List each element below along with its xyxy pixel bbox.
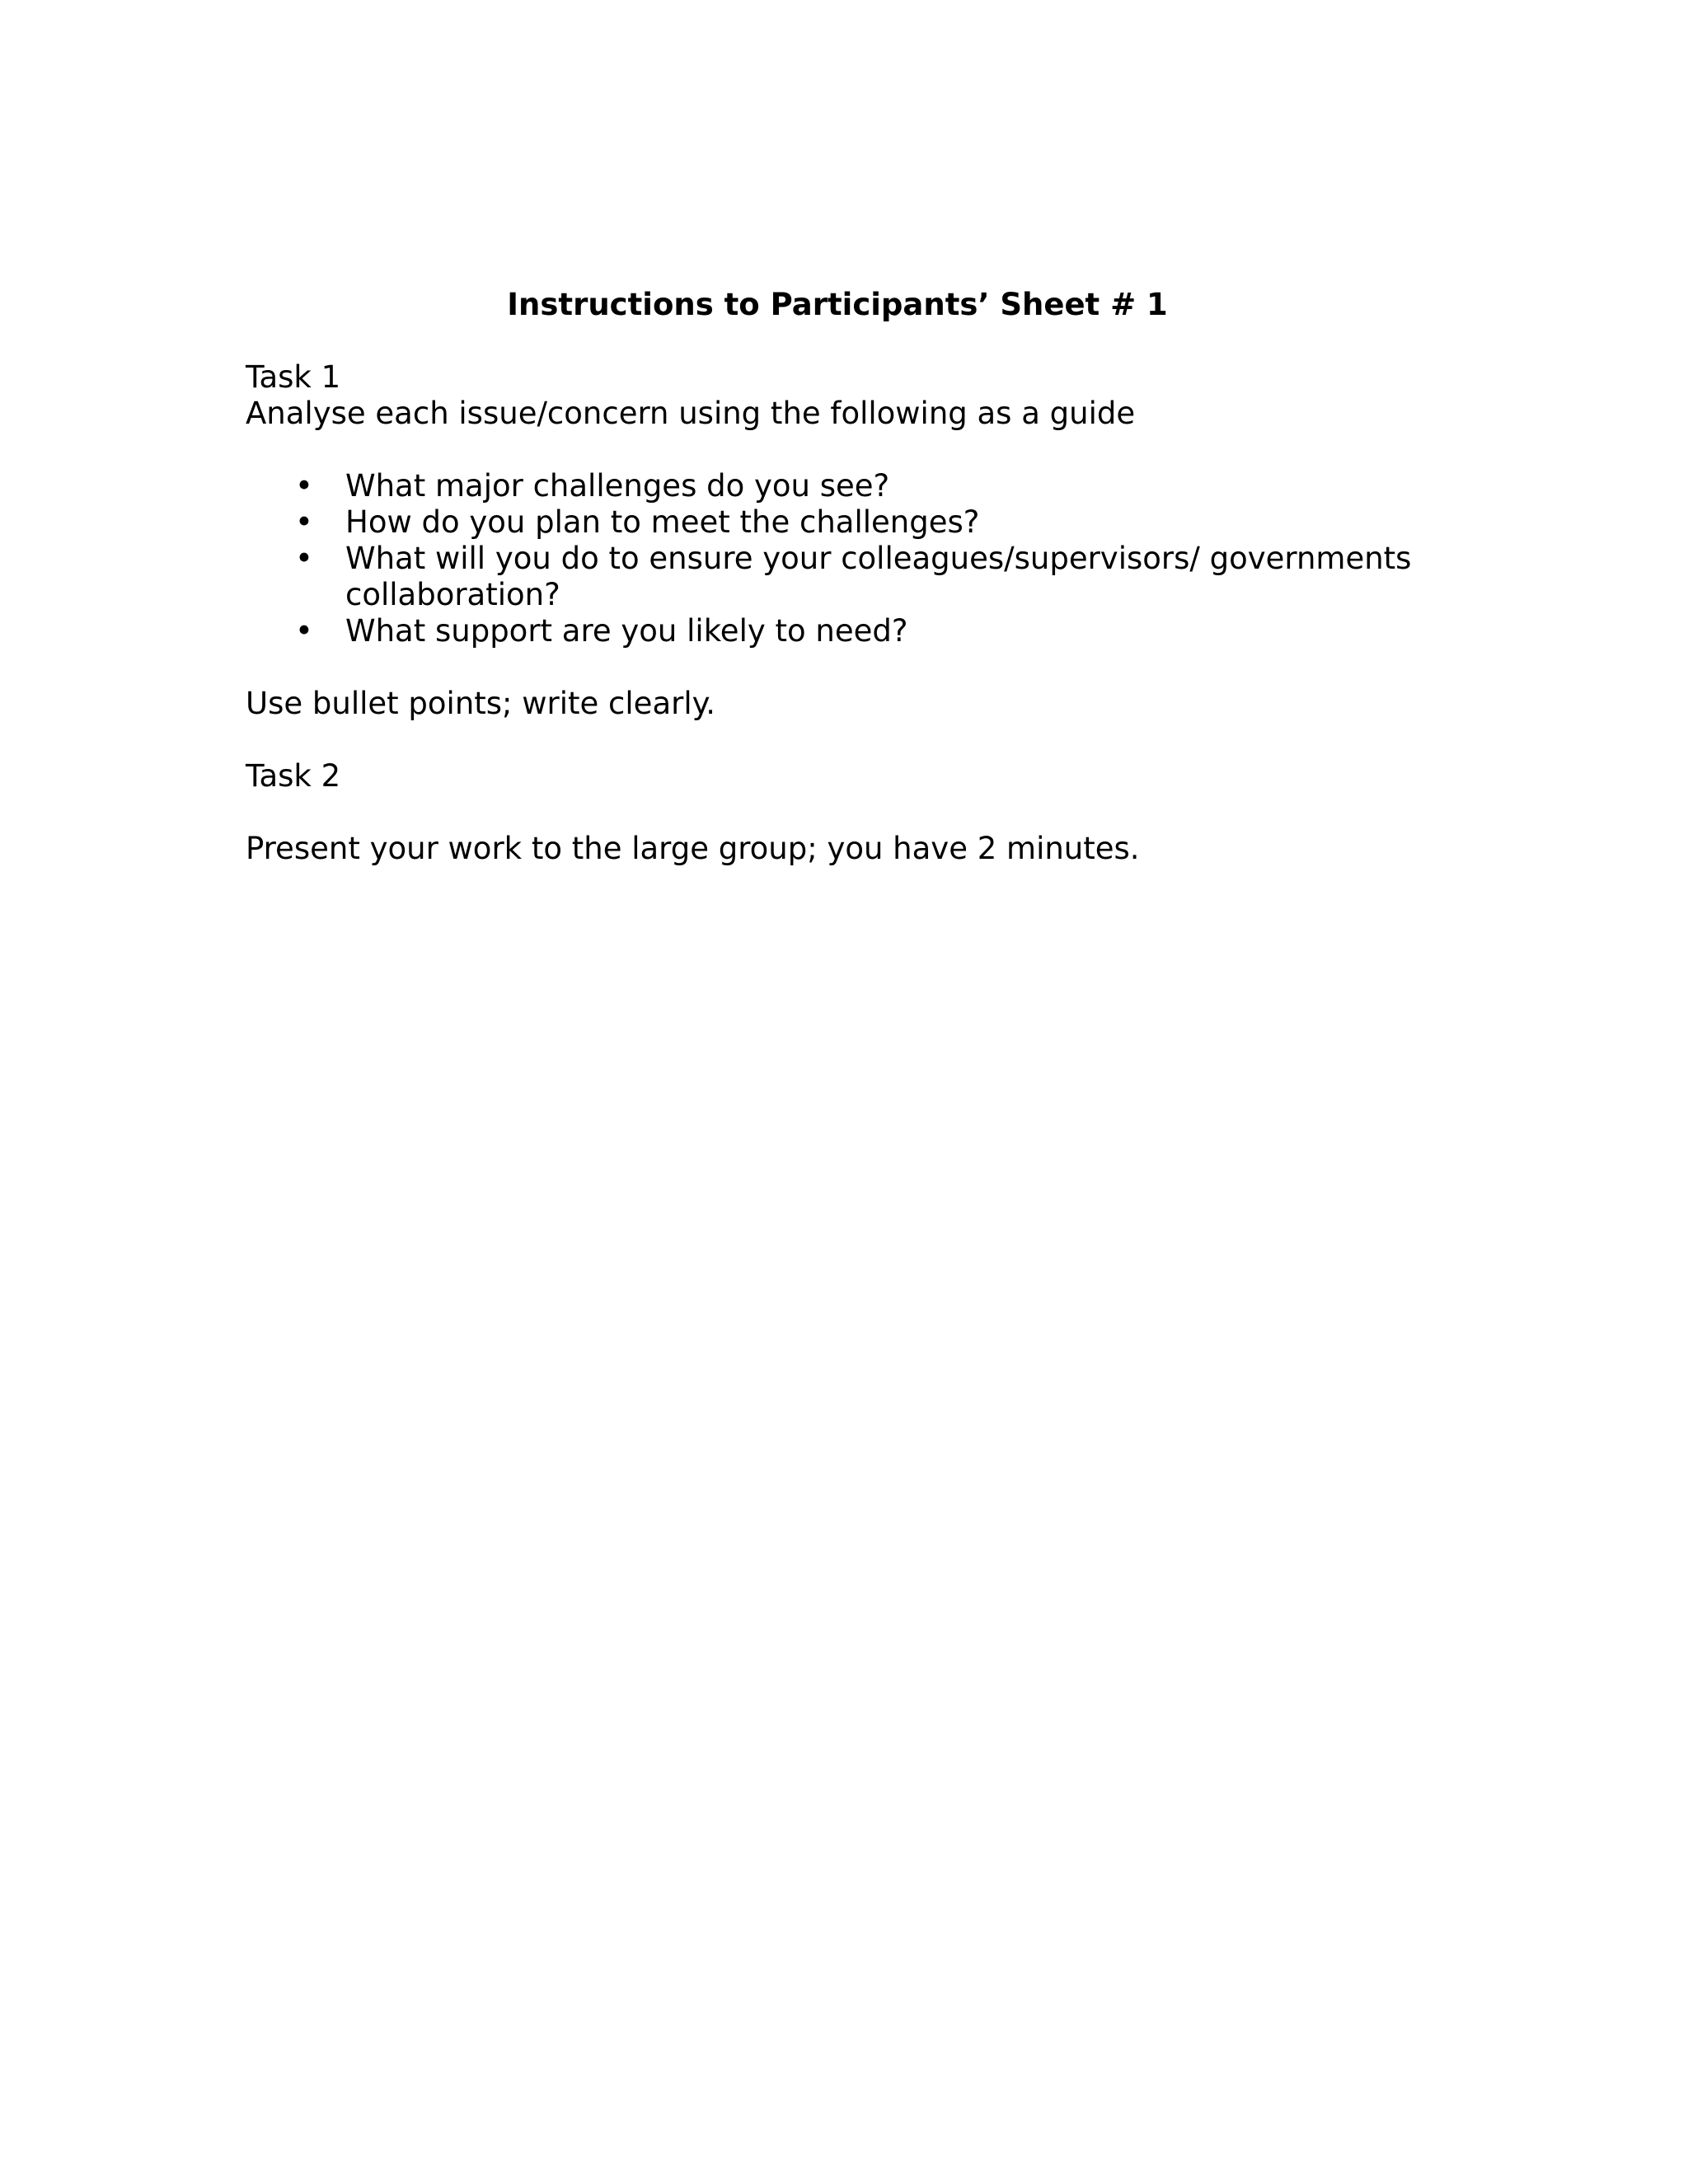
list-item xyxy=(246,468,1450,504)
task-1-intro: Analyse each issue/concern using the following as a guide xyxy=(246,396,1136,431)
document-title: Instructions to Participants’ Sheet # 1 xyxy=(507,287,1168,322)
list-item xyxy=(246,613,1450,649)
guide-question: What support are you likely to need? xyxy=(345,613,908,649)
task-2-heading: Task 2 xyxy=(246,758,341,794)
guide-question: What will you do to ensure your colleagues/supervisors/ governments collaboration? xyxy=(345,541,1412,612)
task-1-note: Use bullet points; write clearly. xyxy=(246,686,715,721)
task-2-instruction: Present your work to the large group; you have 2 minutes. xyxy=(246,831,1140,866)
task-1-heading: Task 1 xyxy=(246,359,341,395)
document-page xyxy=(246,287,1457,867)
list-item xyxy=(246,541,1450,613)
bullet-icon: • xyxy=(295,468,313,504)
bullet-icon: • xyxy=(295,504,313,540)
guide-question: What major challenges do you see? xyxy=(345,468,890,504)
guide-question-list xyxy=(246,468,1457,649)
list-item xyxy=(246,504,1450,541)
guide-question: How do you plan to meet the challenges? xyxy=(345,504,980,540)
bullet-icon: • xyxy=(295,541,313,576)
bullet-icon: • xyxy=(295,613,313,649)
